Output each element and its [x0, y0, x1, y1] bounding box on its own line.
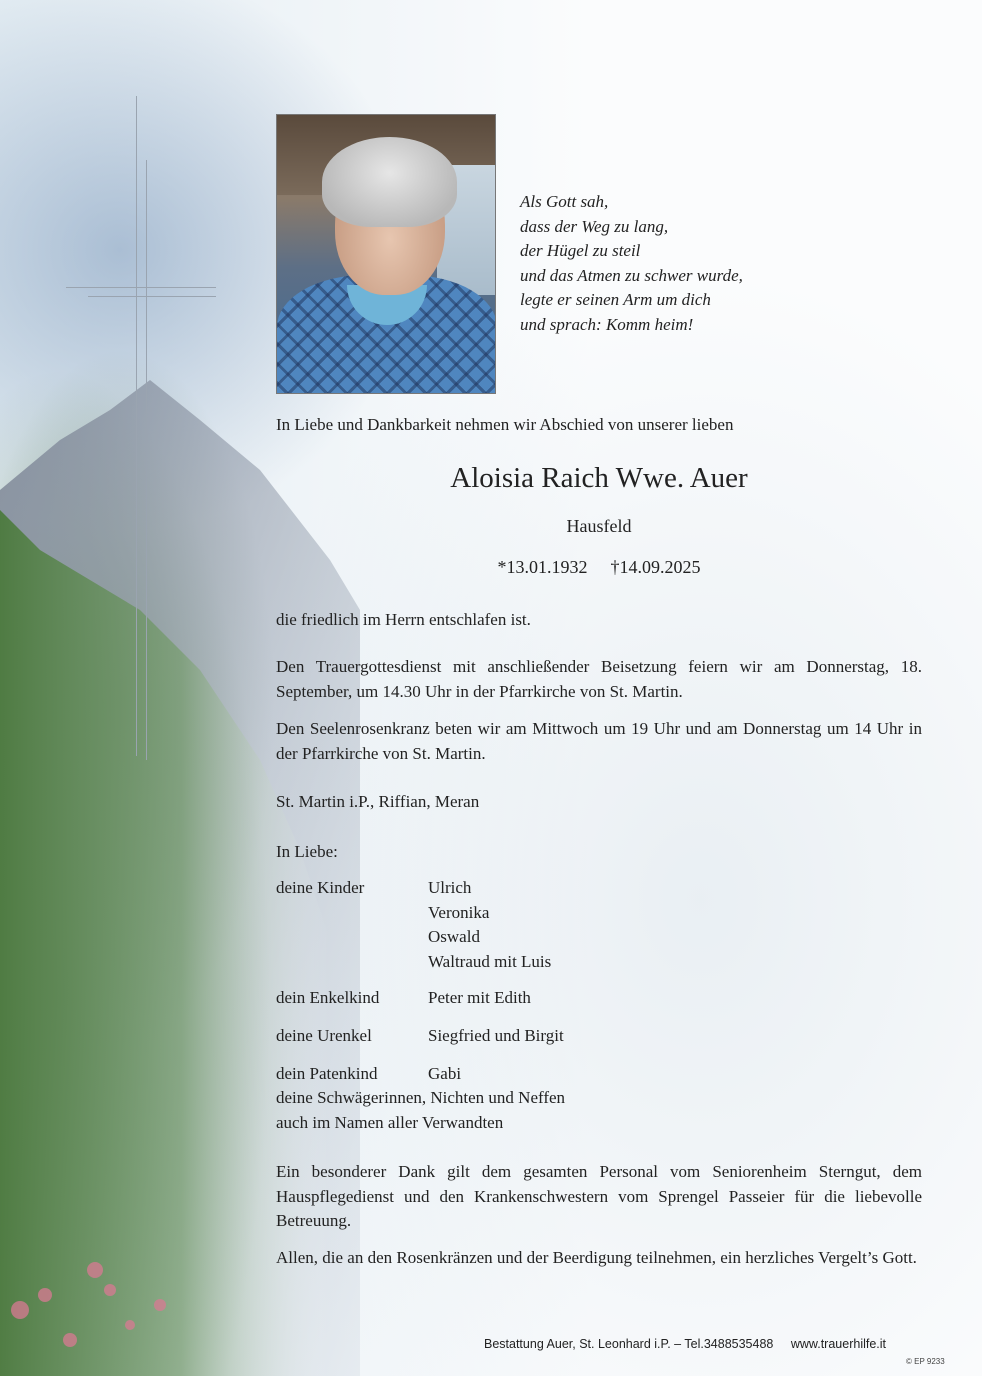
portrait-photo — [276, 114, 496, 394]
poem-line: der Hügel zu steil — [520, 241, 641, 260]
relative-name: Waltraud mit Luis — [428, 951, 552, 971]
relative-name: Peter mit Edith — [428, 988, 531, 1007]
in-love-heading: In Liebe: — [276, 842, 338, 861]
relative-name: Veronika — [428, 902, 490, 922]
deceased-place: Hausfeld — [566, 516, 632, 536]
poem-line: Als Gott sah, — [520, 192, 609, 211]
relative-label: dein Patenkind — [276, 1064, 378, 1083]
relative-name: Siegfried und Birgit — [428, 1026, 564, 1045]
document-code: © EP 9233 — [906, 1357, 945, 1366]
relative-label: deine Kinder — [276, 878, 365, 897]
relative-names — [428, 876, 551, 974]
funeral-company: Bestattung Auer, St. Leonhard i.P. – Tel.3488535488 — [484, 1337, 774, 1351]
life-dates — [276, 557, 922, 578]
relative-name: Oswald — [428, 927, 480, 946]
vergelts-gott-text: Allen, die an den Rosenkränzen und der Beerdigung teilnehmen, ein herzliches Vergelt’s Gott. — [276, 1248, 917, 1267]
death-date: †14.09.2025 — [610, 557, 701, 577]
other-relatives — [276, 1086, 565, 1135]
footer — [484, 1337, 924, 1351]
poem-line: dass der Weg zu lang, — [520, 216, 669, 236]
poem-line: und das Atmen zu schwer wurde, — [520, 265, 743, 285]
relative-name: Gabi — [428, 1064, 462, 1083]
deceased-name: Aloisia Raich Wwe. Auer — [450, 462, 748, 494]
intro-text: In Liebe und Dankbarkeit nehmen wir Abschied von unserer lieben — [276, 415, 734, 434]
birth-date: *13.01.1932 — [497, 557, 588, 577]
website-link[interactable]: www.trauerhilfe.it — [790, 1337, 887, 1351]
relative-name: Ulrich — [428, 878, 472, 897]
passed-text: die friedlich im Herrn entschlafen ist. — [276, 610, 531, 629]
rosary-text: Den Seelenrosenkranz beten wir am Mittwoch um 19 Uhr und am Donnerstag um 14 Uhr in der Pfarrkirche von St. Martin. — [276, 719, 922, 763]
relative-label: dein Enkelkind — [276, 988, 380, 1007]
locations-text: St. Martin i.P., Riffian, Meran — [276, 792, 480, 811]
other-relatives-line: deine Schwägerinnen, Nichten und Neffen — [276, 1088, 566, 1107]
poem-line: und sprach: Komm heim! — [520, 314, 694, 334]
relative-label: deine Urenkel — [276, 1026, 372, 1045]
poem — [520, 190, 820, 337]
thanks-text: Ein besonderer Dank gilt dem gesamten Personal vom Seniorenheim Sterngut, dem Hauspflegedienst und den Krankenschwestern vom Sprengel Passeier für die liebevolle Betreuung. — [276, 1162, 922, 1230]
poem-line: legte er seinen Arm um dich — [520, 290, 711, 309]
service-text: Den Trauergottesdienst mit anschließender Beisetzung feiern wir am Donnerstag, 18. September, um 14.30 Uhr in der Pfarrkirche von St. Martin. — [276, 657, 922, 701]
other-relatives-line: auch im Namen aller Verwandten — [276, 1112, 504, 1132]
